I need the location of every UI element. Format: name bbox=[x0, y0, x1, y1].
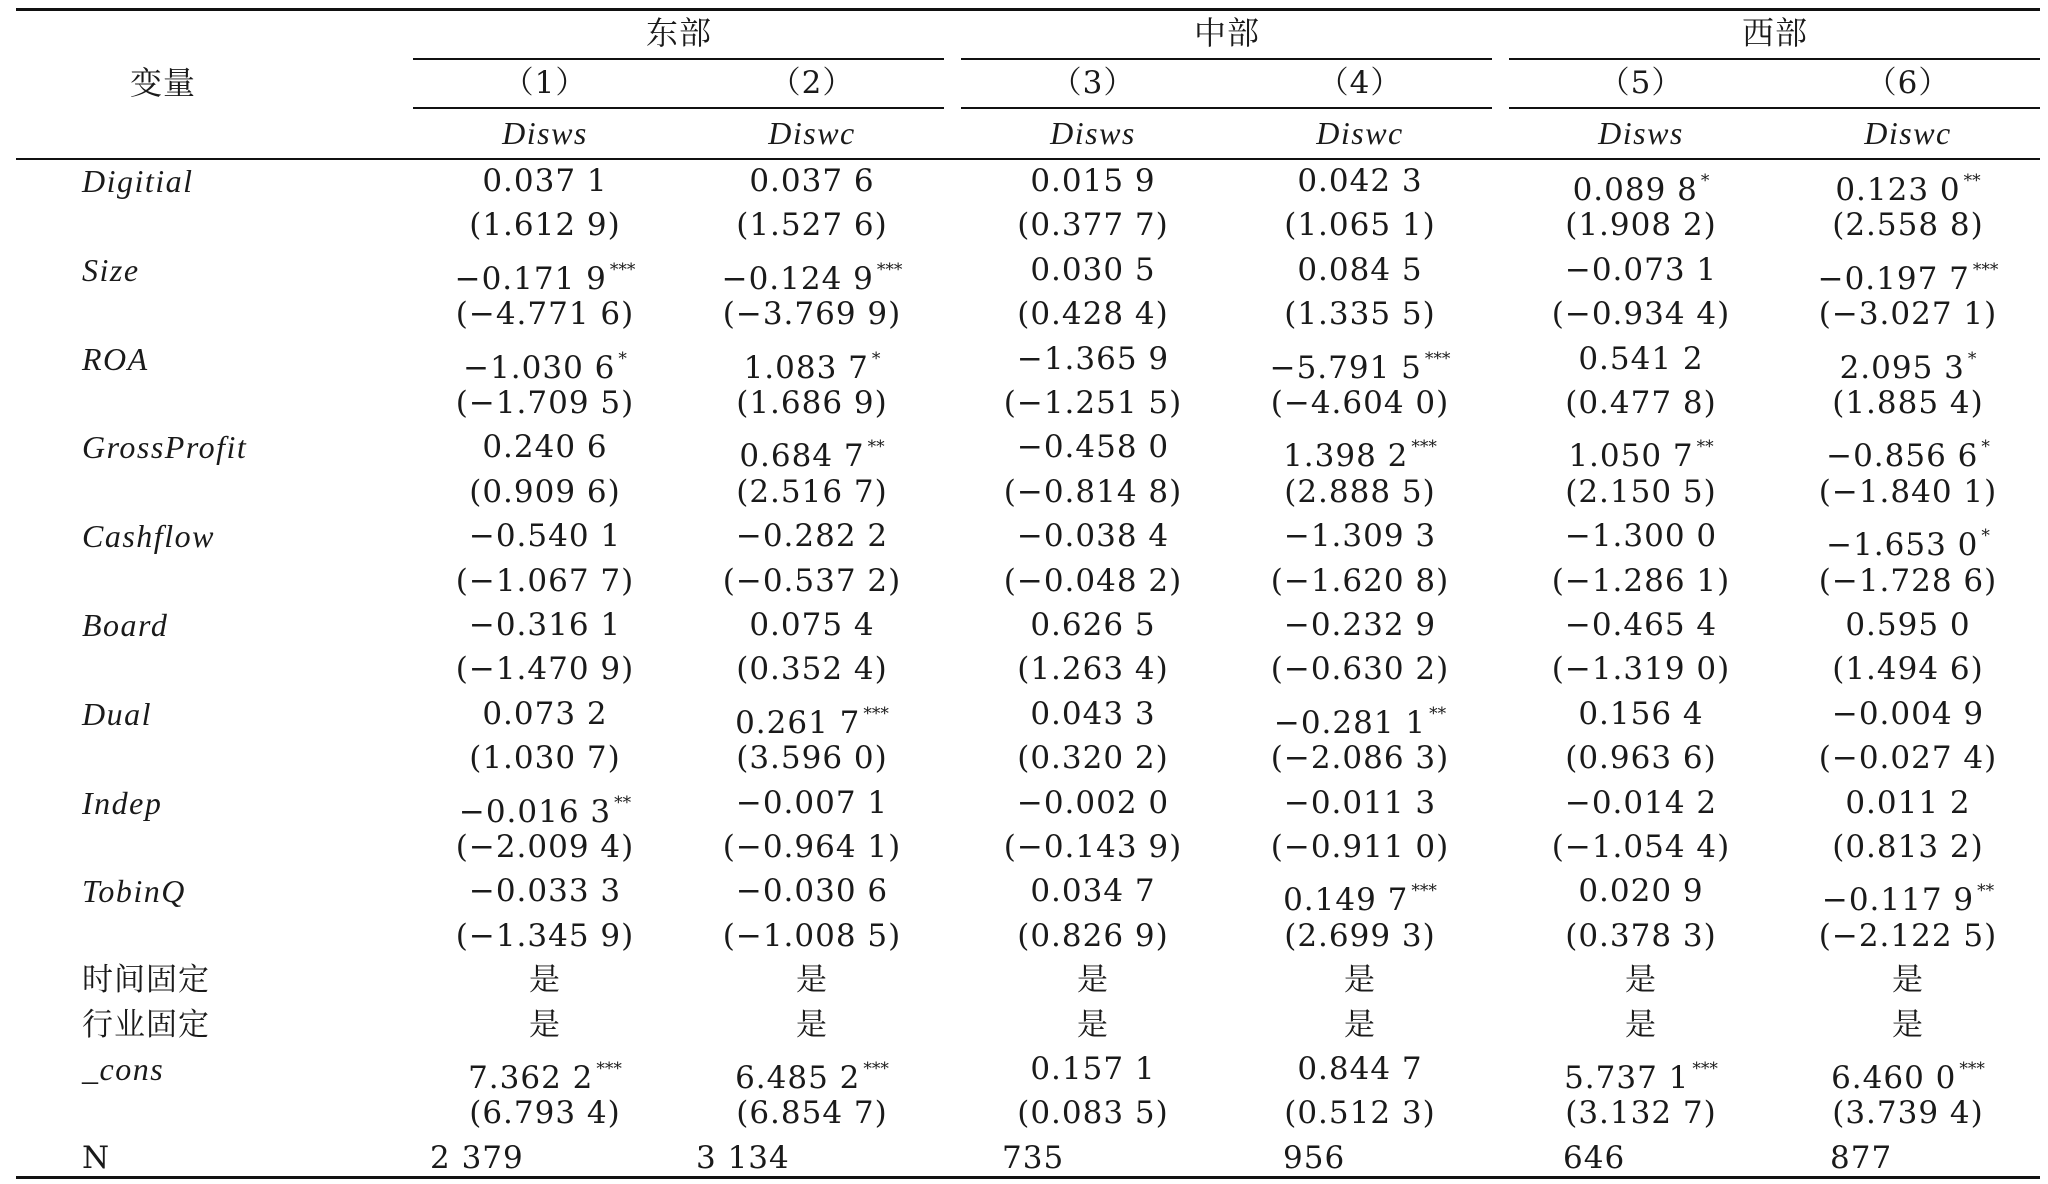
significance-stars: * bbox=[618, 348, 627, 369]
coefficient-value: 6.485 2 bbox=[735, 1060, 861, 1096]
coefficient-cell bbox=[482, 427, 607, 467]
fixed-effect-cell: 是 bbox=[529, 1006, 561, 1043]
coefficient-value: −0.002 0 bbox=[1016, 784, 1170, 821]
fixed-effect-cell: 是 bbox=[529, 962, 561, 999]
significance-stars: ** bbox=[1429, 703, 1447, 724]
group-header-central: 中部 bbox=[1193, 14, 1261, 52]
constant-label: _cons bbox=[82, 1051, 165, 1087]
variable-label: TobinQ bbox=[82, 873, 186, 910]
t-stat-cell: (0.320 2) bbox=[1017, 740, 1169, 777]
bottom-rule bbox=[16, 1176, 2040, 1179]
significance-stars: ** bbox=[867, 437, 885, 458]
coefficient-cell bbox=[1565, 783, 1717, 823]
significance-stars: ** bbox=[1977, 881, 1995, 902]
variable-header: 变量 bbox=[129, 64, 197, 102]
significance-stars: *** bbox=[863, 1059, 889, 1079]
coefficient-value: 0.089 8 bbox=[1572, 172, 1698, 208]
coefficient-cell bbox=[1845, 783, 1970, 823]
coefficient-value: −1.653 0 bbox=[1826, 527, 1979, 564]
significance-stars: * bbox=[871, 348, 881, 369]
coefficient-cell bbox=[721, 250, 903, 297]
coefficient-cell bbox=[739, 427, 885, 475]
dependent-var-2: Diswc bbox=[768, 115, 856, 151]
coefficient-value: −0.038 4 bbox=[1016, 518, 1170, 555]
t-stat-cell: (−2.086 3) bbox=[1270, 740, 1450, 777]
fixed-effect-label: 行业固定 bbox=[82, 1006, 210, 1043]
coefficient-value: 5.737 1 bbox=[1564, 1060, 1690, 1096]
t-stat-cell: (3.596 0) bbox=[736, 740, 888, 777]
coefficient-cell bbox=[1030, 250, 1155, 290]
t-stat-cell: (0.352 4) bbox=[736, 651, 888, 688]
variable-label: Size bbox=[82, 251, 140, 288]
t-stat-cell: (−1.840 1) bbox=[1818, 473, 1998, 510]
group-rule-central bbox=[961, 58, 1492, 60]
coefficient-cell bbox=[1017, 516, 1169, 556]
top-rule bbox=[16, 8, 2040, 11]
t-stat-cell: (2.699 3) bbox=[1284, 917, 1436, 954]
coefficient-cell bbox=[1565, 516, 1717, 556]
model-number-5: （5） bbox=[1598, 65, 1684, 101]
coefficient-cell bbox=[1565, 605, 1717, 645]
coefficient-value: −0.004 9 bbox=[1831, 695, 1985, 732]
t-stat-cell: (−3.027 1) bbox=[1818, 296, 1998, 333]
coefficient-cell bbox=[1835, 161, 1981, 208]
coefficient-value: −0.011 3 bbox=[1283, 784, 1437, 821]
t-stat-cell: (−1.054 4) bbox=[1551, 829, 1731, 865]
t-stat-cell: (1.527 6) bbox=[736, 207, 888, 244]
coefficient-cell bbox=[1564, 1049, 1718, 1096]
t-stat-cell: (2.888 5) bbox=[1284, 473, 1436, 510]
t-stat-cell: (1.030 7) bbox=[469, 740, 621, 777]
coefficient-value: 0.030 5 bbox=[1030, 251, 1156, 288]
coefficient-value: −1.030 6 bbox=[463, 349, 616, 386]
significance-stars: *** bbox=[1411, 881, 1437, 902]
coefficient-value: −0.465 4 bbox=[1564, 607, 1718, 643]
t-stat-cell: (−0.027 4) bbox=[1818, 740, 1998, 777]
t-stat-cell: (0.083 5) bbox=[1017, 1095, 1169, 1132]
variable-label: ROA bbox=[82, 340, 149, 377]
fixed-effect-cell: 是 bbox=[1077, 962, 1109, 999]
t-stat-cell: (6.854 7) bbox=[736, 1095, 888, 1132]
t-stat-cell: (2.150 5) bbox=[1565, 473, 1717, 510]
coefficient-cell bbox=[1273, 694, 1447, 741]
coefficient-value: −0.117 9 bbox=[1821, 882, 1975, 919]
coefficient-value: −0.033 3 bbox=[468, 873, 622, 910]
t-stat-cell: (−0.934 4) bbox=[1551, 296, 1731, 333]
t-stat-cell: (1.612 9) bbox=[469, 207, 621, 244]
coefficient-cell bbox=[1017, 783, 1169, 823]
significance-stars: *** bbox=[1411, 437, 1437, 458]
coefficient-cell bbox=[1839, 339, 1977, 386]
dependent-var-1: Disws bbox=[502, 115, 588, 151]
coefficient-cell bbox=[1568, 427, 1714, 475]
model-rule-west bbox=[1509, 107, 2040, 109]
coefficient-value: −0.014 2 bbox=[1564, 784, 1718, 821]
coefficient-value: 0.034 7 bbox=[1030, 873, 1156, 910]
dependent-var-5: Disws bbox=[1598, 115, 1684, 151]
coefficient-value: 0.844 7 bbox=[1297, 1051, 1423, 1087]
fixed-effect-cell: 是 bbox=[1625, 1006, 1657, 1043]
coefficient-value: 1.398 2 bbox=[1283, 438, 1409, 475]
coefficient-cell bbox=[1030, 1049, 1155, 1089]
coefficient-cell bbox=[1284, 605, 1436, 645]
observations-cell: 956 bbox=[1283, 1139, 1346, 1176]
coefficient-cell bbox=[482, 694, 607, 734]
coefficient-cell bbox=[469, 871, 621, 911]
coefficient-value: 0.042 3 bbox=[1297, 163, 1423, 199]
significance-stars: * bbox=[1700, 171, 1710, 191]
coefficient-cell bbox=[458, 783, 632, 830]
coefficient-value: 0.037 6 bbox=[749, 163, 875, 199]
fixed-effect-cell: 是 bbox=[1344, 962, 1376, 999]
model-number-3: （3） bbox=[1050, 65, 1136, 101]
coefficient-value: −0.016 3 bbox=[458, 793, 612, 830]
coefficient-value: −1.365 9 bbox=[1016, 340, 1170, 377]
fixed-effect-cell: 是 bbox=[1344, 1006, 1376, 1043]
t-stat-cell: (−1.067 7) bbox=[455, 562, 635, 599]
coefficient-cell bbox=[1831, 1049, 1985, 1096]
t-stat-cell: (−0.814 8) bbox=[1003, 473, 1183, 510]
coefficient-cell bbox=[1565, 250, 1717, 290]
t-stat-cell: (1.263 4) bbox=[1017, 651, 1169, 688]
coefficient-value: −0.282 2 bbox=[735, 518, 889, 555]
coefficient-value: 7.362 2 bbox=[468, 1060, 594, 1096]
t-stat-cell: (−2.009 4) bbox=[455, 829, 635, 865]
coefficient-value: −0.171 9 bbox=[454, 260, 607, 297]
t-stat-cell: (−1.251 5) bbox=[1003, 385, 1183, 421]
coefficient-value: −0.540 1 bbox=[468, 518, 622, 555]
observations-cell: 3 134 bbox=[696, 1139, 790, 1176]
coefficient-value: 0.626 5 bbox=[1030, 607, 1156, 643]
coefficient-cell bbox=[736, 871, 888, 911]
coefficient-cell bbox=[1297, 250, 1422, 290]
coefficient-value: 0.240 6 bbox=[482, 429, 608, 466]
t-stat-cell: (0.377 7) bbox=[1017, 207, 1169, 244]
model-rule-east bbox=[413, 107, 944, 109]
significance-stars: *** bbox=[863, 703, 889, 724]
model-number-4: （4） bbox=[1317, 65, 1403, 101]
coefficient-cell bbox=[1017, 339, 1169, 379]
coefficient-cell bbox=[468, 1049, 622, 1096]
coefficient-value: 0.037 1 bbox=[482, 163, 608, 199]
significance-stars: ** bbox=[1696, 437, 1714, 458]
significance-stars: *** bbox=[1692, 1059, 1718, 1079]
variable-label: Dual bbox=[82, 695, 152, 732]
t-stat-cell: (−1.008 5) bbox=[722, 917, 902, 954]
coefficient-cell bbox=[735, 1049, 889, 1096]
t-stat-cell: (−1.620 8) bbox=[1270, 562, 1450, 599]
t-stat-cell: (−1.728 6) bbox=[1818, 562, 1998, 599]
t-stat-cell: (−1.345 9) bbox=[455, 917, 635, 954]
significance-stars: *** bbox=[1959, 1059, 1985, 1079]
t-stat-cell: (2.558 8) bbox=[1832, 207, 1984, 244]
group-header-west: 西部 bbox=[1741, 14, 1809, 52]
coefficient-cell bbox=[469, 605, 621, 645]
variable-label: Digitial bbox=[82, 163, 194, 199]
coefficient-value: 0.020 9 bbox=[1578, 873, 1704, 910]
t-stat-cell: (0.963 6) bbox=[1565, 740, 1717, 777]
t-stat-cell: (0.813 2) bbox=[1832, 829, 1984, 865]
t-stat-cell: (−1.286 1) bbox=[1551, 562, 1731, 599]
t-stat-cell: (−0.048 2) bbox=[1003, 562, 1183, 599]
variable-label: GrossProfit bbox=[82, 429, 248, 466]
coefficient-cell bbox=[482, 161, 607, 201]
group-rule-east bbox=[413, 58, 944, 60]
coefficient-value: 1.083 7 bbox=[743, 349, 869, 386]
t-stat-cell: (0.909 6) bbox=[469, 473, 621, 510]
variable-label: Cashflow bbox=[82, 518, 215, 555]
coefficient-value: −0.124 9 bbox=[721, 260, 874, 297]
significance-stars: ** bbox=[614, 792, 632, 813]
fixed-effect-cell: 是 bbox=[1892, 962, 1924, 999]
t-stat-cell: (2.516 7) bbox=[736, 473, 888, 510]
coefficient-cell bbox=[1826, 516, 1990, 564]
coefficient-value: 6.460 0 bbox=[1831, 1060, 1957, 1096]
coefficient-value: 0.084 5 bbox=[1297, 251, 1423, 288]
t-stat-cell: (1.686 9) bbox=[736, 385, 888, 421]
coefficient-value: −0.007 1 bbox=[735, 784, 889, 821]
coefficient-cell bbox=[1578, 339, 1703, 379]
coefficient-value: 0.073 2 bbox=[482, 695, 608, 732]
coefficient-value: −0.281 1 bbox=[1273, 704, 1427, 741]
t-stat-cell: (0.512 3) bbox=[1284, 1095, 1436, 1132]
t-stat-cell: (0.826 9) bbox=[1017, 917, 1169, 954]
t-stat-cell: (−0.964 1) bbox=[722, 829, 902, 865]
model-number-2: （2） bbox=[769, 65, 855, 101]
significance-stars: * bbox=[1981, 526, 1990, 547]
coefficient-value: 0.149 7 bbox=[1283, 882, 1409, 919]
variable-label: Indep bbox=[82, 784, 163, 821]
coefficient-cell bbox=[1283, 871, 1437, 919]
coefficient-cell bbox=[454, 250, 636, 297]
t-stat-cell: (−0.911 0) bbox=[1270, 829, 1450, 865]
t-stat-cell: (1.335 5) bbox=[1284, 296, 1436, 333]
observations-label: N bbox=[82, 1139, 111, 1176]
coefficient-cell bbox=[1297, 1049, 1422, 1089]
fixed-effect-cell: 是 bbox=[796, 1006, 828, 1043]
coefficient-value: −0.073 1 bbox=[1564, 251, 1718, 288]
group-header-east: 东部 bbox=[645, 14, 713, 52]
t-stat-cell: (−0.143 9) bbox=[1003, 829, 1183, 865]
coefficient-cell bbox=[1283, 427, 1437, 475]
model-number-6: （6） bbox=[1865, 65, 1951, 101]
coefficient-cell bbox=[1030, 694, 1155, 734]
coefficient-value: 2.095 3 bbox=[1839, 349, 1965, 386]
t-stat-cell: (0.477 8) bbox=[1565, 385, 1717, 421]
coefficient-cell bbox=[735, 694, 889, 741]
coefficient-value: −5.791 5 bbox=[1269, 349, 1422, 386]
coefficient-value: 0.541 2 bbox=[1578, 340, 1704, 377]
coefficient-value: −1.300 0 bbox=[1564, 518, 1718, 555]
fixed-effect-cell: 是 bbox=[1892, 1006, 1924, 1043]
coefficient-cell bbox=[743, 339, 881, 386]
coefficient-cell bbox=[1572, 161, 1710, 208]
coefficient-value: −0.197 7 bbox=[1817, 260, 1970, 297]
coefficient-value: 0.157 1 bbox=[1030, 1051, 1156, 1087]
significance-stars: ** bbox=[1963, 171, 1981, 191]
t-stat-cell: (−3.769 9) bbox=[722, 296, 902, 333]
t-stat-cell: (1.885 4) bbox=[1832, 385, 1984, 421]
coefficient-value: 1.050 7 bbox=[1568, 438, 1694, 475]
coefficient-value: −1.309 3 bbox=[1283, 518, 1437, 555]
coefficient-value: 0.011 2 bbox=[1845, 784, 1971, 821]
t-stat-cell: (−0.537 2) bbox=[722, 562, 902, 599]
coefficient-value: 0.123 0 bbox=[1835, 172, 1961, 208]
t-stat-cell: (0.378 3) bbox=[1565, 917, 1717, 954]
coefficient-cell bbox=[736, 516, 888, 556]
coefficient-cell bbox=[1297, 161, 1422, 201]
coefficient-cell bbox=[749, 161, 874, 201]
t-stat-cell: (3.132 7) bbox=[1565, 1095, 1717, 1132]
coefficient-cell bbox=[1826, 427, 1990, 475]
coefficient-cell bbox=[1578, 871, 1703, 911]
significance-stars: *** bbox=[876, 259, 903, 280]
coefficient-value: 0.595 0 bbox=[1845, 607, 1971, 643]
t-stat-cell: (−4.604 0) bbox=[1270, 385, 1450, 421]
header-bottom-rule bbox=[16, 158, 2040, 160]
coefficient-value: 0.075 4 bbox=[749, 607, 875, 643]
dependent-var-4: Diswc bbox=[1316, 115, 1404, 151]
coefficient-value: 0.043 3 bbox=[1030, 695, 1156, 732]
t-stat-cell: (3.739 4) bbox=[1832, 1095, 1984, 1132]
coefficient-value: −0.316 1 bbox=[468, 607, 622, 643]
dependent-var-6: Diswc bbox=[1864, 115, 1952, 151]
coefficient-cell bbox=[1030, 871, 1155, 911]
coefficient-value: −0.232 9 bbox=[1283, 607, 1437, 643]
observations-cell: 735 bbox=[1002, 1139, 1065, 1176]
observations-cell: 877 bbox=[1830, 1139, 1893, 1176]
significance-stars: * bbox=[1981, 437, 1990, 458]
model-number-1: （1） bbox=[502, 65, 588, 101]
significance-stars: * bbox=[1967, 348, 1977, 369]
t-stat-cell: (1.908 2) bbox=[1565, 207, 1717, 244]
fixed-effect-label: 时间固定 bbox=[82, 962, 210, 999]
coefficient-value: −0.030 6 bbox=[735, 873, 889, 910]
t-stat-cell: (0.428 4) bbox=[1017, 296, 1169, 333]
coefficient-cell bbox=[1817, 250, 1999, 297]
coefficient-cell bbox=[1578, 694, 1703, 734]
observations-cell: 646 bbox=[1563, 1139, 1626, 1176]
group-rule-west bbox=[1509, 58, 2040, 60]
significance-stars: *** bbox=[1972, 259, 1999, 280]
coefficient-cell bbox=[463, 339, 627, 386]
t-stat-cell: (−1.709 5) bbox=[455, 385, 635, 421]
coefficient-value: 0.156 4 bbox=[1578, 695, 1704, 732]
coefficient-value: −0.458 0 bbox=[1016, 429, 1170, 466]
observations-cell: 2 379 bbox=[430, 1139, 524, 1176]
t-stat-cell: (−2.122 5) bbox=[1818, 917, 1998, 954]
significance-stars: *** bbox=[609, 259, 636, 280]
t-stat-cell: (−1.319 0) bbox=[1551, 651, 1731, 688]
model-rule-central bbox=[961, 107, 1492, 109]
coefficient-value: 0.261 7 bbox=[735, 704, 861, 741]
t-stat-cell: (1.065 1) bbox=[1284, 207, 1436, 244]
coefficient-cell bbox=[1030, 161, 1155, 201]
t-stat-cell: (1.494 6) bbox=[1832, 651, 1984, 688]
t-stat-cell: (6.793 4) bbox=[469, 1095, 621, 1132]
coefficient-value: 0.684 7 bbox=[739, 438, 865, 475]
coefficient-cell bbox=[1017, 427, 1169, 467]
coefficient-cell bbox=[1269, 339, 1451, 386]
fixed-effect-cell: 是 bbox=[796, 962, 828, 999]
coefficient-cell bbox=[1821, 871, 1995, 919]
significance-stars: *** bbox=[596, 1059, 622, 1079]
variable-label: Board bbox=[82, 607, 169, 643]
coefficient-cell bbox=[749, 605, 874, 645]
coefficient-cell bbox=[1284, 516, 1436, 556]
coefficient-cell bbox=[1284, 783, 1436, 823]
t-stat-cell: (−4.771 6) bbox=[455, 296, 635, 333]
coefficient-cell bbox=[469, 516, 621, 556]
coefficient-value: 0.015 9 bbox=[1030, 163, 1156, 199]
fixed-effect-cell: 是 bbox=[1625, 962, 1657, 999]
t-stat-cell: (−1.470 9) bbox=[455, 651, 635, 688]
coefficient-value: −0.856 6 bbox=[1826, 438, 1979, 475]
coefficient-cell bbox=[1832, 694, 1984, 734]
t-stat-cell: (−0.630 2) bbox=[1270, 651, 1450, 688]
coefficient-cell bbox=[736, 783, 888, 823]
dependent-var-3: Disws bbox=[1050, 115, 1136, 151]
significance-stars: *** bbox=[1424, 348, 1451, 369]
coefficient-cell bbox=[1845, 605, 1970, 645]
fixed-effect-cell: 是 bbox=[1077, 1006, 1109, 1043]
coefficient-cell bbox=[1030, 605, 1155, 645]
